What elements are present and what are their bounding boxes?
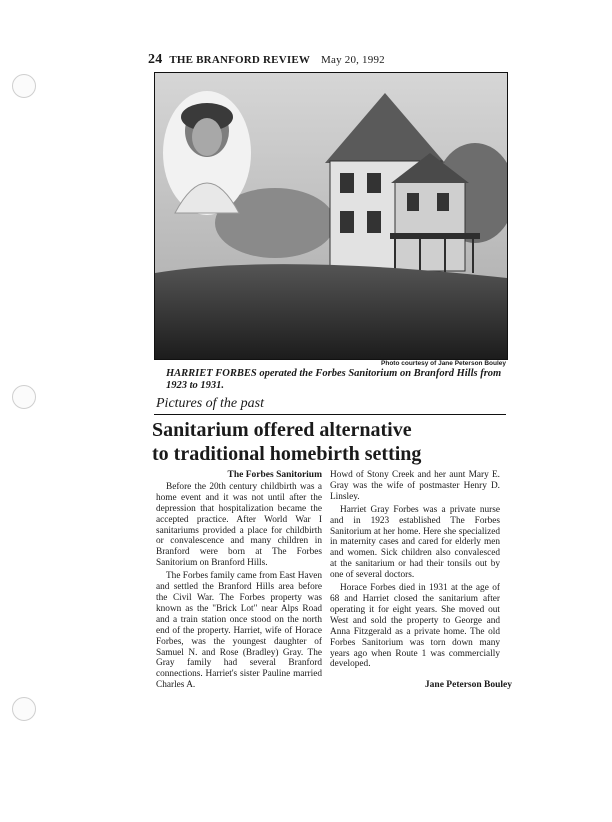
photo-illustration — [155, 73, 507, 359]
article-column-2 — [330, 470, 500, 672]
paragraph: Before the 20th century childbirth was a home event and it was not until after the depression that hospitalization became the accepted practice. After World War I sanitariums provided a place for childbirth or convalescence and many children in Branford were born at The Forbes Sanitorium on Branford Hills. — [156, 481, 322, 569]
paragraph: Howd of Stony Creek and her aunt Mary E. Gray was the wife of postmaster Henry D. Linsley. — [330, 470, 500, 502]
paragraph: Horace Forbes died in 1931 at the age of 68 and Harriet closed the sanitarium after operating it for eight years. She moved out West and sold the property to George and Anna Fitzgerald as a private home. The old Forbes Sanitorium was torn down many years ago when Route 1 was commercially developed. — [330, 583, 500, 670]
divider-rule — [154, 414, 506, 415]
section-kicker: Pictures of the past — [156, 396, 264, 411]
issue-date: May 20, 1992 — [321, 54, 385, 66]
sanitorium-photo — [154, 72, 508, 360]
headline-line-1: Sanitarium offered alternative — [152, 419, 412, 441]
byline: Jane Peterson Bouley — [424, 680, 512, 690]
headline — [152, 418, 510, 466]
paper-name: THE BRANFORD REVIEW — [169, 54, 311, 66]
paragraph: The Forbes family came from East Haven and settled the Branford Hills area before the Civil War. The Forbes property was known as the "Brick Lot" near Alps Road and a train station once stood on the north end of the property. Harriet, wife of Horace Forbes, was the youngest daughter of Samuel N. and Rose (Bradley) Gray. The Gray family had several Branford connections. Harriet's sister Pauline married Charles A. — [156, 571, 322, 691]
article-subhead: The Forbes Sanitorium — [227, 470, 322, 480]
photo-credit: Photo courtesy of Jane Peterson Bouley — [381, 360, 506, 367]
punch-hole-middle — [12, 385, 36, 409]
article-column-1 — [156, 470, 322, 693]
headline-line-2: to traditional homebirth setting — [152, 443, 422, 465]
punch-hole-top — [12, 74, 36, 98]
masthead — [148, 52, 385, 68]
photo-caption: HARRIET FORBES operated the Forbes Sanitorium on Branford Hills from 1923 to 1931. — [166, 368, 502, 391]
page-number: 24 — [148, 52, 163, 67]
paragraph: Harriet Gray Forbes was a private nurse and in 1923 established The Forbes Sanitorium at her home. Here she specialized in maternity cases and cared for elderly men and women. Sick children also convalesced at the sanitarium or had their tonsils out by one of several doctors. — [330, 504, 500, 581]
punch-hole-bottom — [12, 697, 36, 721]
